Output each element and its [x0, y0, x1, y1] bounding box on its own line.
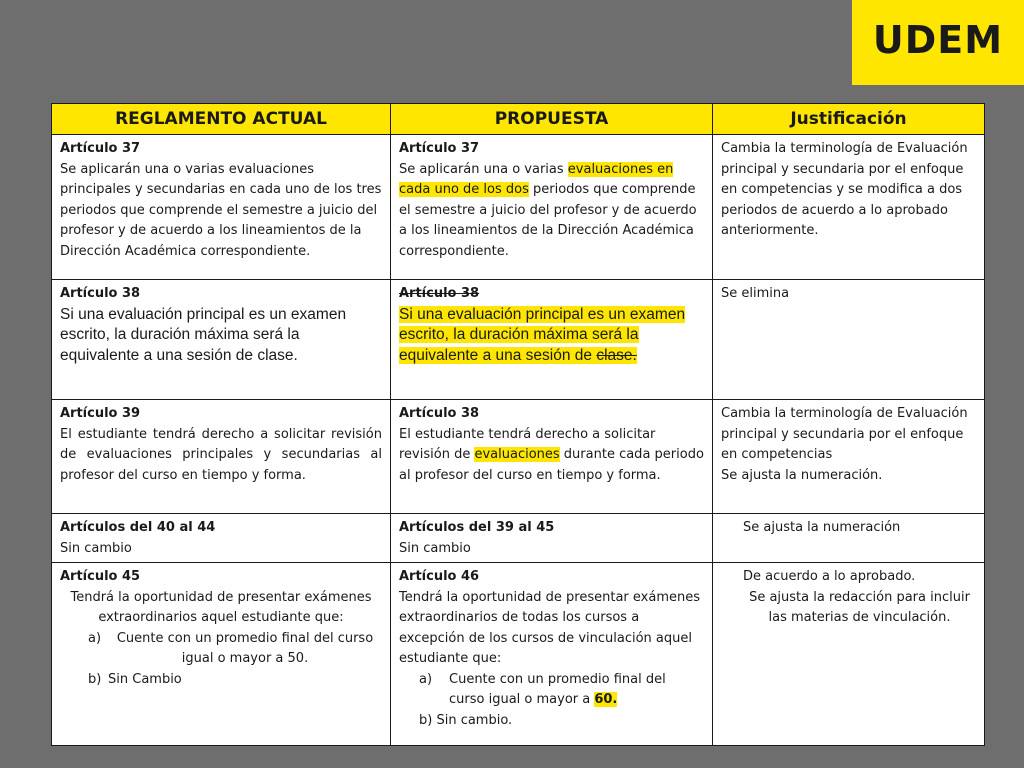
- article-body-start: El estudiante tendrá derecho a solicitar revisión de: [399, 426, 656, 462]
- justification-cell: [713, 135, 985, 280]
- article-body-start: Se aplicarán una o varias: [399, 161, 568, 177]
- article-title: Artículo 46: [399, 569, 480, 584]
- list-marker: a): [88, 630, 102, 646]
- justification-text: Se elimina: [721, 286, 790, 301]
- article-title: Artículo 45: [60, 569, 141, 584]
- proposal-cell: [391, 563, 713, 746]
- table-row: [52, 514, 985, 563]
- article-body: El estudiante tendrá derecho a solicitar revisión de evaluaciones principales y secundarias al profesor del curso en tiempo y forma.: [60, 426, 382, 483]
- actual-cell: [52, 563, 391, 746]
- article-title: Artículo 38: [60, 286, 141, 301]
- actual-cell: [52, 400, 391, 514]
- list-marker: b): [88, 671, 102, 687]
- proposal-cell: [391, 400, 713, 514]
- highlighted-text: evaluaciones: [474, 447, 560, 462]
- list-item: b) Sin cambio.: [419, 712, 513, 728]
- logo-text: UDEM: [872, 18, 1004, 62]
- list-item: Cuente con un promedio final del curso igual o mayor a 50.: [116, 630, 374, 666]
- table-row: [52, 135, 985, 280]
- udem-logo: [852, 0, 1024, 85]
- article-intro: Tendrá la oportunidad de presentar exámenes extraordinarios de todas los cursos a excepción de los cursos de vinculación aquel estudiante que:: [399, 589, 701, 666]
- justification-text: Cambia la terminología de Evaluación principal y secundaria por el enfoque en competencias: [721, 406, 968, 462]
- comparison-table: [51, 103, 985, 746]
- justification-text: Se ajusta la numeración: [743, 520, 901, 535]
- actual-cell: [52, 280, 391, 400]
- article-body-end: periodos que comprende el semestre a juicio del profesor y de acuerdo a los lineamientos de la Dirección Académica correspondiente.: [399, 182, 697, 259]
- table-row: [52, 563, 985, 746]
- highlighted-text: Si una evaluación principal es un examen escrito, la duración máxima será la equivalente a una sesión de: [399, 305, 686, 364]
- list-marker: a): [419, 671, 433, 687]
- justification-text: Se ajusta la redacción para incluir las materias de vinculación.: [749, 589, 970, 625]
- list-item: Cuente con un promedio final del curso igual o mayor a: [449, 671, 666, 707]
- article-title-struck: Artículo 38: [399, 286, 480, 301]
- header-reglamento-actual: REGLAMENTO ACTUAL: [52, 104, 391, 135]
- article-title: Artículos del 39 al 45: [399, 520, 555, 535]
- article-body: Se aplicarán una o varias evaluaciones principales y secundarias en cada uno de los tres periodos que comprende el semestre a juicio del profesor y de acuerdo a los lineamientos de la Dirección Académica correspondiente.: [60, 161, 382, 259]
- justification-cell: [713, 280, 985, 400]
- article-title: Artículo 37: [399, 141, 480, 156]
- justification-text: Cambia la terminología de Evaluación principal y secundaria por el enfoque en competencias y se modifica a dos periodos de acuerdo a lo aprobado anteriormente.: [721, 141, 968, 238]
- justification-cell: [713, 563, 985, 746]
- justification-text: Se ajusta la numeración.: [721, 467, 883, 483]
- list-item: Sin Cambio: [108, 671, 182, 687]
- highlighted-text: evaluaciones en cada uno de los dos: [399, 161, 674, 197]
- article-body: Sin cambio: [399, 540, 471, 556]
- justification-text: De acuerdo a lo aprobado.: [743, 569, 916, 584]
- justification-cell: [713, 400, 985, 514]
- article-intro: Tendrá la oportunidad de presentar exámenes extraordinarios aquel estudiante que:: [70, 589, 372, 625]
- article-body: Si una evaluación principal es un examen escrito, la duración máxima será la equivalente a una sesión de clase.: [60, 305, 347, 364]
- proposal-cell: [391, 280, 713, 400]
- proposal-cell: [391, 135, 713, 280]
- header-propuesta: PROPUESTA: [391, 104, 713, 135]
- header-row: [52, 104, 985, 135]
- struck-text: clase.: [596, 346, 637, 364]
- justification-cell: [713, 514, 985, 563]
- proposal-cell: [391, 514, 713, 563]
- article-title: Artículo 38: [399, 406, 480, 421]
- actual-cell: [52, 135, 391, 280]
- table-row: [52, 280, 985, 400]
- article-body-end: durante cada periodo al profesor del curso en tiempo y forma.: [399, 447, 704, 483]
- header-justificacion: Justificación: [713, 104, 985, 135]
- article-title: Artículo 37: [60, 141, 141, 156]
- actual-cell: [52, 514, 391, 563]
- highlighted-text: 60.: [594, 692, 618, 707]
- article-body: Sin cambio: [60, 540, 132, 556]
- table-row: [52, 400, 985, 514]
- article-title: Artículo 39: [60, 406, 141, 421]
- article-title: Artículos del 40 al 44: [60, 520, 216, 535]
